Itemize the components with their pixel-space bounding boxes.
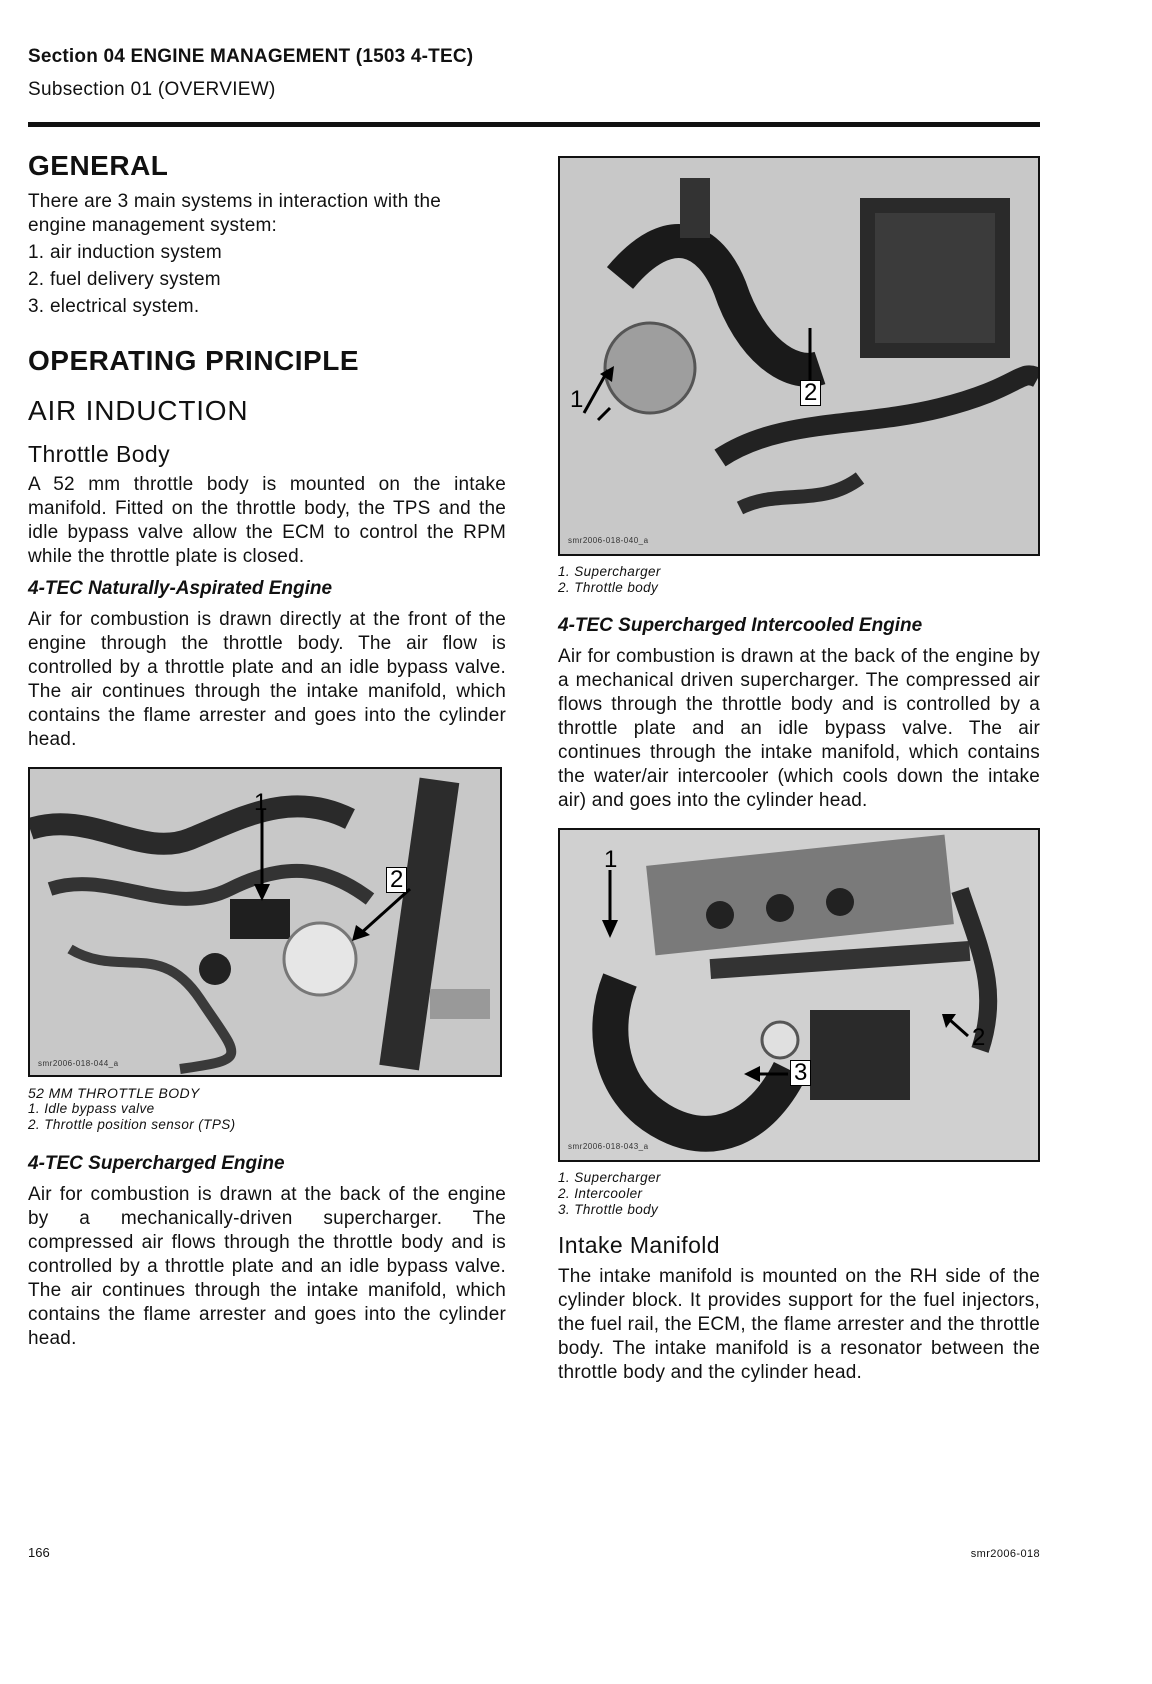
caption-item: 2. Throttle body	[558, 580, 659, 595]
general-heading: GENERAL	[28, 150, 169, 181]
operating-heading: OPERATING PRINCIPLE	[28, 345, 360, 376]
list-item: 2. fuel delivery system	[28, 269, 221, 290]
throttle-body-text: A 52 mm throttle body is mounted on the intake manifold. Fitted on the throttle body, the TPS and the idle bypass valve allow the ECM to control the RPM while the throttle plate is closed.	[28, 474, 506, 567]
figure-ref: smr2006-018-043_a	[568, 1142, 649, 1151]
na-engine-heading: 4-TEC Naturally-Aspirated Engine	[28, 578, 333, 599]
caption-item: 3. Throttle body	[558, 1202, 659, 1217]
general-intro: There are 3 main systems in interaction with the engine management system:	[28, 191, 441, 236]
intake-manifold-text: The intake manifold is mounted on the RH side of the cylinder block. It provides support for the fuel injectors, the fuel rail, the ECM, the flame arrester and the throttle body. The intake manifold is a resonator between the throttle body and the cylinder head.	[558, 1266, 1040, 1383]
caption-item: 1. Idle bypass valve	[28, 1101, 155, 1116]
throttle-body-heading: Throttle Body	[28, 441, 170, 467]
sci-engine-text: Air for combustion is drawn at the back of the engine by a mechanical driven supercharger. The compressed air flows through the throttle body and is controlled by a throttle plate and an idle bypass valve. The air continues through the intake manifold, which contains the water/air intercooler (which cools down the intake air) and goes into the cylinder head.	[558, 646, 1040, 811]
figure-ref: smr2006-018-040_a	[568, 536, 649, 545]
list-item: 1. air induction system	[28, 242, 222, 263]
left-column	[28, 150, 506, 1351]
section-title: Section 04 ENGINE MANAGEMENT (1503 4-TEC)	[28, 46, 474, 67]
callout-2: 2	[800, 380, 821, 406]
callout-2: 2	[972, 1024, 986, 1051]
document-id: smr2006-018	[970, 1548, 1040, 1560]
sc-engine-heading: 4-TEC Supercharged Engine	[28, 1153, 285, 1174]
supercharger-photo	[558, 156, 1040, 556]
header-rule	[28, 122, 1040, 127]
sc-engine-text: Air for combustion is drawn at the back of the engine by a mechanically-driven supercharger. The compressed air flows through the throttle body and is controlled by a throttle plate and an idle bypass valve. The air continues through the intake manifold, which contains the flame arrester and goes into the cylinder head.	[28, 1184, 506, 1349]
na-engine-text: Air for combustion is drawn directly at the front of the engine through the throttle body. The air flow is controlled by a throttle plate and an idle bypass valve. The air continues through the intake manifold, which contains the flame arrester and goes into the cylinder head.	[28, 609, 506, 750]
figure-caption	[28, 1085, 506, 1133]
callout-1: 1	[570, 386, 584, 413]
systems-list	[28, 241, 506, 319]
air-induction-heading: AIR INDUCTION	[28, 395, 249, 426]
callout-1: 1	[254, 789, 268, 816]
caption-item: 2. Intercooler	[558, 1186, 643, 1201]
caption-item: 1. Supercharger	[558, 1170, 661, 1185]
right-column	[558, 156, 1040, 1385]
intake-manifold-heading: Intake Manifold	[558, 1232, 720, 1258]
sci-engine-heading: 4-TEC Supercharged Intercooled Engine	[558, 615, 923, 636]
callout-2: 2	[386, 867, 407, 893]
subsection-title: Subsection 01 (OVERVIEW)	[28, 79, 276, 100]
caption-item: 2. Throttle position sensor (TPS)	[28, 1117, 236, 1132]
callout-3: 3	[790, 1060, 811, 1086]
figure-title: 52 MM THROTTLE BODY	[28, 1085, 200, 1101]
figure-ref: smr2006-018-044_a	[38, 1059, 119, 1068]
figure-caption	[558, 564, 1040, 596]
figure-caption	[558, 1170, 1040, 1218]
list-item: 3. electrical system.	[28, 296, 200, 317]
page-number: 166	[28, 1545, 50, 1560]
caption-item: 1. Supercharger	[558, 564, 661, 579]
throttle-body-photo	[28, 767, 502, 1077]
intercooler-photo	[558, 828, 1040, 1162]
callout-1: 1	[604, 846, 618, 873]
